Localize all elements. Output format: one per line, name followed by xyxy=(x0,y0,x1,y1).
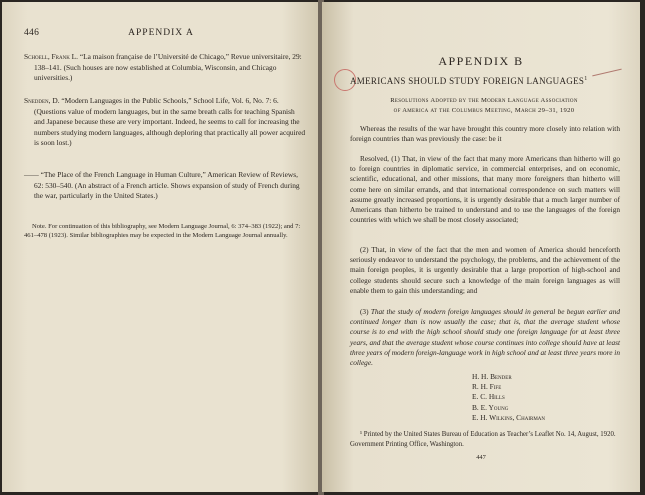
bib-entry-snedden xyxy=(24,96,306,149)
left-page-number: 446 xyxy=(24,28,40,38)
intro-paragraph: Whereas the results of the war have brought this country more closely into relation with foreign countries than was previously the case: be it xyxy=(350,124,620,144)
bibliography-note: Note. For continuation of this bibliography, see Modern Language Journal, 6: 374–383 (1922); and 7: 461–478 (1923). Similar bibliographies may be expected in the Modern Language Journal annually. xyxy=(24,223,301,240)
signatory: H. H. Bender xyxy=(472,372,512,381)
right-page-number: 447 xyxy=(476,454,486,461)
left-running-head: APPENDIX A xyxy=(128,28,194,38)
footnote: ¹ Printed by the United States Bureau of Education as Teacher’s Leaflet No. 14, August, 1920. Government Printing Office, Washington. xyxy=(350,431,616,448)
signatory: E. C. Hills xyxy=(472,392,505,402)
signatory: E. H. Wilkins, Chairman xyxy=(472,412,545,422)
subheading-line-2: of America at the Columbus Meeting, March 29–31, 1920 xyxy=(393,107,575,114)
signatory: B. E. Young xyxy=(472,402,509,412)
appendix-b-title: APPENDIX B xyxy=(438,54,524,68)
bib-author: Snedden, D. xyxy=(24,96,60,105)
subheading-line-1: Resolutions Adopted by the Modern Language Association xyxy=(390,97,578,104)
footnote-ref: 1 xyxy=(584,76,588,82)
left-page xyxy=(2,2,320,492)
signatory: R. H. Fife xyxy=(472,382,502,392)
bib-text: “Modern Languages in the Public Schools,” School Life, Vol. 6, No. 7: 6. (Questions value of modern languages, but in the same breath calls for teaching Spanish and Japanese because these are very important. Indeed, he seems to call for increasing the numbers studying modern languages, although deploring that practically all power acquired is soon lost.) xyxy=(34,96,306,147)
resolved-paragraph-2: (2) That, in view of the fact that the men and women of America should henceforth seriously endeavor to understand the psychology, the problems, and the achievement of the main foreign peoples, it is urgently desirable that a large proportion of high-school and college students should secure such a knowledge of the main foreign languages as will enable them to gain this understanding; and xyxy=(350,245,620,295)
bib-entry-schoell xyxy=(24,52,306,84)
bib-text: “La maison française de l’Université de Chicago,” Revue universitaire, 29: 138–141. (Such houses are now established at Columbia, Wisconsin, and Chicago universities.) xyxy=(34,52,302,82)
bib-author: Schoell, Frank L. xyxy=(24,52,79,61)
right-page xyxy=(322,2,640,492)
section-heading: AMERICANS SHOULD STUDY FOREIGN LANGUAGES$^1$ xyxy=(350,76,588,86)
bib-entry-place-of-french xyxy=(24,170,306,202)
signatories-list xyxy=(472,372,545,423)
resolved-paragraph-3: (3) That the study of modern foreign languages should in general be begun earlier and continued longer than is now usually the case; that is, that the average student whose course is to end with the high school should study one foreign language for at least three years, and that the average student whose course continues into college should have at least three years of modern foreign-language work in high school and at least three years more in college. xyxy=(350,307,621,368)
bib-text: “The Place of the French Language in Human Culture,” American Review of Reviews, 62: 530–540. (An abstract of a French article. Shows expansion of study of French during the war, particularly in the United States.) xyxy=(34,170,300,200)
bib-author: —— xyxy=(24,170,39,179)
resolved-paragraph-1: Resolved, (1) That, in view of the fact that many more Americans than hitherto will go to foreign countries in diplomatic service, in commercial enterprises, and on economic, scientific, educational, and other missions, that many more foreigners than hitherto will come here on similar errands, and that international correspondence on such matters will assume greatly increased proportions, it is urgently desirable that a much larger number of Americans than hitherto be trained to understand and to use the languages of the foreign countries with which we shall be most closely associated; xyxy=(350,154,620,225)
